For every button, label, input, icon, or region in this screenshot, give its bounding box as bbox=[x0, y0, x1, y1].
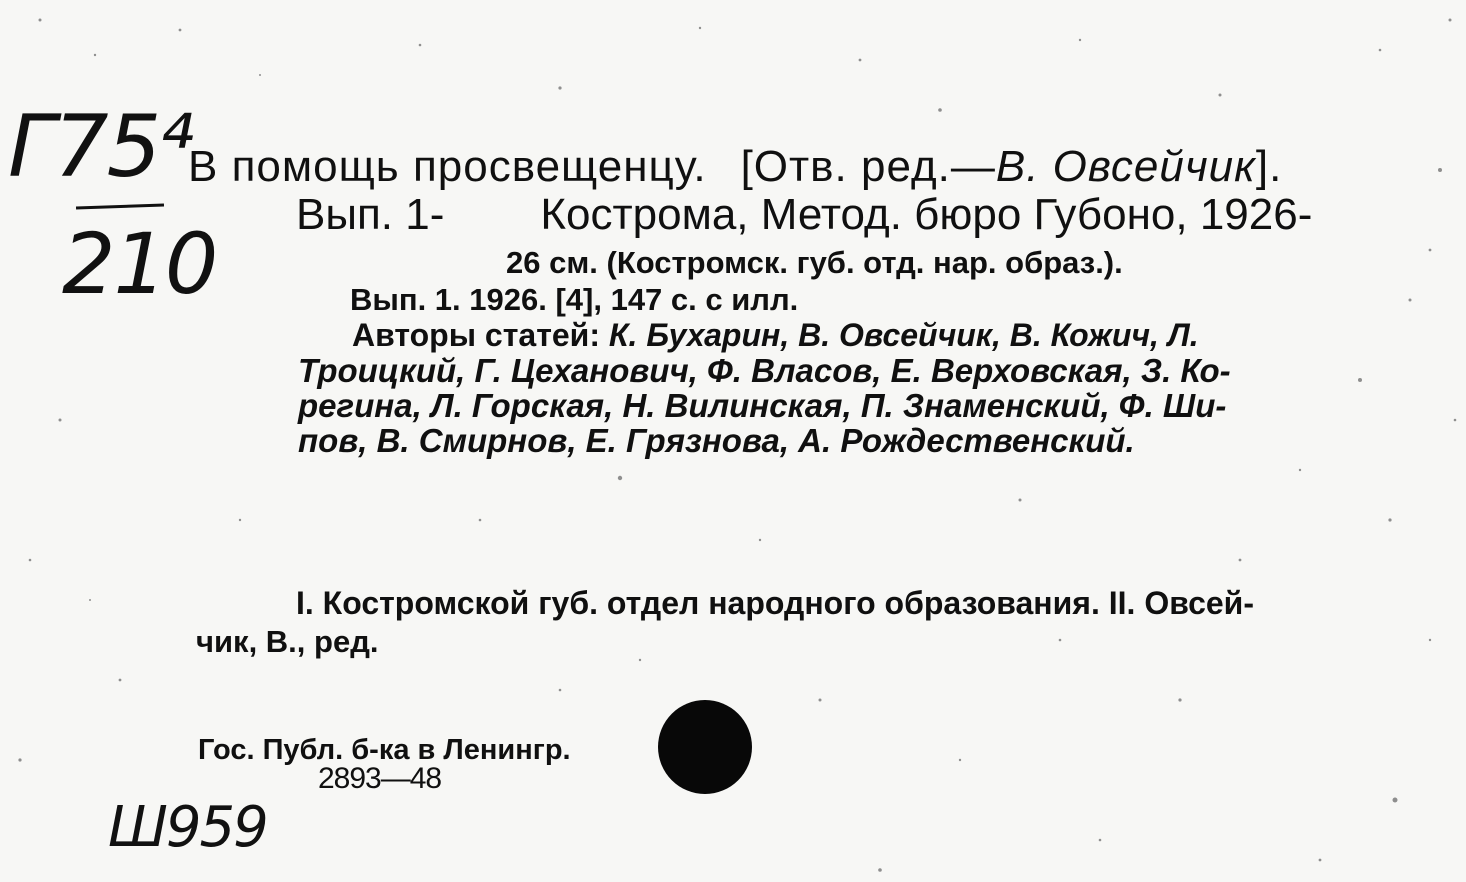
authors-line: Троицкий, Г. Цеханович, Ф. Власов, Е. Верховская, З. Ко- bbox=[298, 352, 1231, 389]
responsibility-close: ]. bbox=[1255, 142, 1283, 191]
title-line bbox=[188, 142, 1282, 192]
tracing-line: чик, В., ред. bbox=[196, 624, 379, 659]
title-text: В помощь просвещенцу. bbox=[188, 142, 707, 191]
authors-line: регина, Л. Горская, Н. Вилинская, П. Знаменский, Ф. Ши- bbox=[298, 387, 1227, 424]
inventory-mark: Ш959 bbox=[108, 795, 267, 860]
shelf-mark-bottom: 210 bbox=[62, 215, 217, 313]
authors-line bbox=[352, 317, 1199, 354]
volume-line: Вып. 1. 1926. [4], 147 с. с илл. bbox=[350, 282, 799, 317]
authors-line: пов, В. Смирнов, Е. Грязнова, А. Рождественский. bbox=[298, 422, 1135, 459]
authors-label: Авторы статей: bbox=[352, 317, 600, 353]
editor-name: В. Овсейчик bbox=[995, 142, 1256, 191]
responsibility-open: [Отв. ред.— bbox=[740, 142, 996, 191]
library-stamp: Гос. Публ. б-ка в Ленингр. bbox=[198, 734, 571, 766]
call-number: 2893—48 bbox=[318, 762, 442, 795]
shelf-mark-top: Г75⁴ bbox=[8, 97, 192, 197]
authors-names: К. Бухарин, В. Овсейчик, В. Кожич, Л. bbox=[608, 317, 1199, 353]
imprint: Кострома, Метод. бюро Губоно, 1926- bbox=[540, 190, 1313, 239]
issue-number: Вып. 1- bbox=[296, 190, 445, 239]
punch-hole bbox=[658, 700, 752, 794]
tracing-line: I. Костромской губ. отдел народного образования. II. Овсей- bbox=[296, 585, 1254, 621]
issue-line bbox=[296, 190, 1312, 240]
size-series-line: 26 см. (Костромск. губ. отд. нар. образ.). bbox=[506, 245, 1123, 280]
